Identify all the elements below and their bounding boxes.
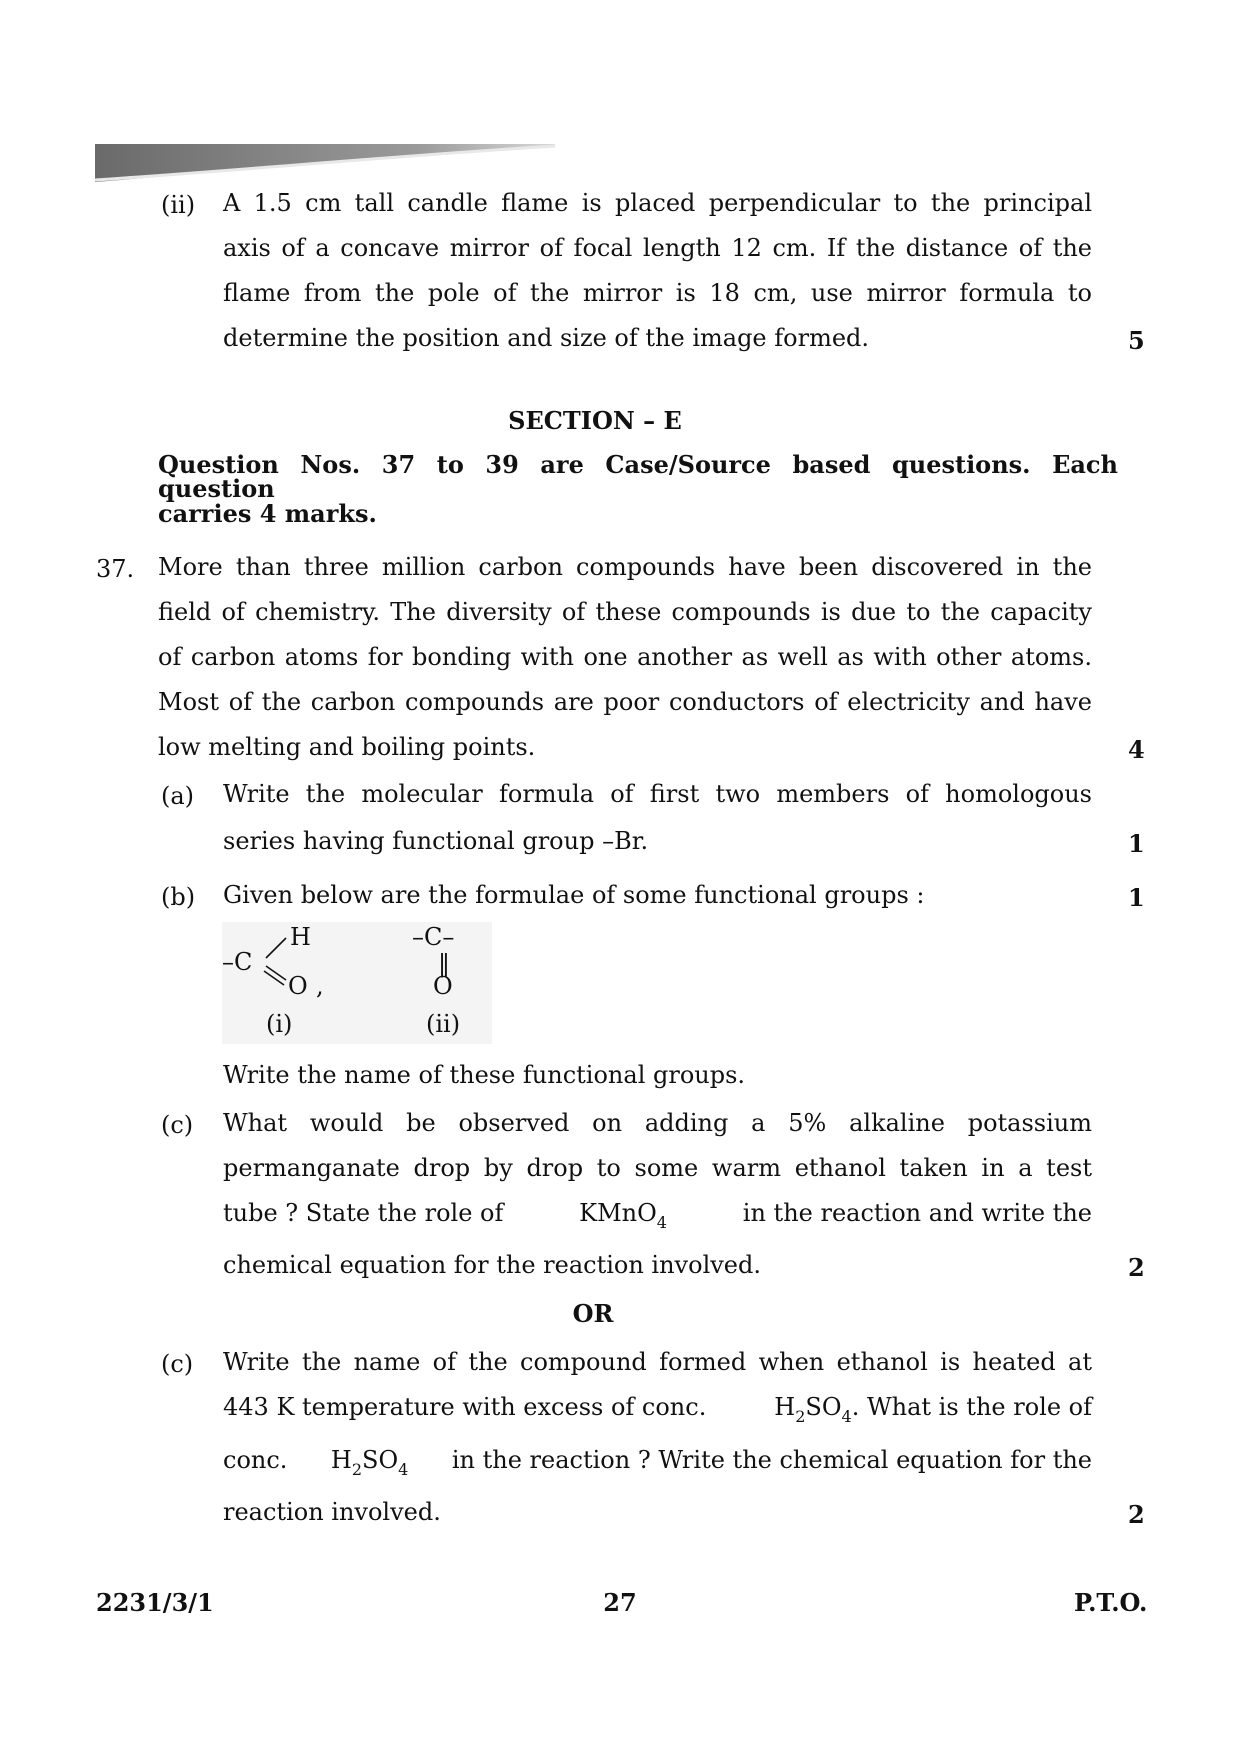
subscript: 2 xyxy=(351,1460,363,1479)
text-fragment: . What is the role of xyxy=(851,1393,1092,1421)
item-label: (c) xyxy=(161,1350,194,1378)
item-label: (a) xyxy=(161,782,195,810)
subscript: 4 xyxy=(841,1407,852,1426)
text-line: of carbon atoms for bonding with one another as well as with other atoms. xyxy=(158,643,1092,671)
formula-text: KMnO xyxy=(579,1199,657,1227)
text-fragment: in the reaction and write the xyxy=(742,1199,1092,1227)
item-label: (b) xyxy=(161,883,196,911)
subscript: 4 xyxy=(656,1213,667,1232)
atom-o: O xyxy=(433,972,453,1000)
functional-group-formulae xyxy=(222,922,492,1044)
chemical-formula xyxy=(774,1393,1092,1426)
subscript: 4 xyxy=(398,1460,409,1479)
formula-caption: (ii) xyxy=(426,1010,461,1038)
marks: 1 xyxy=(1128,829,1145,858)
or-separator: OR xyxy=(572,1299,614,1328)
text-line: chemical equation for the reaction involved. xyxy=(223,1251,761,1279)
text-line: A 1.5 cm tall candle flame is placed perpendicular to the principal xyxy=(223,189,1092,217)
text-fragment: tube ? State the role of xyxy=(223,1199,504,1227)
text-line: More than three million carbon compounds have been discovered in the xyxy=(158,553,1092,581)
text-line xyxy=(223,1199,1092,1232)
text-line: low melting and boiling points. xyxy=(158,733,536,761)
header-bar xyxy=(95,142,555,186)
text-line xyxy=(223,1446,1092,1479)
section-title: SECTION – E xyxy=(508,406,682,435)
text-fragment: in the reaction ? Write the chemical equation for the xyxy=(451,1446,1092,1474)
item-label: (c) xyxy=(161,1111,194,1139)
pto-note: P.T.O. xyxy=(1074,1588,1148,1617)
chemical-formula xyxy=(579,1199,667,1232)
section-instruction: Question Nos. 37 to 39 are Case/Source based questions. Each question xyxy=(158,450,1118,503)
formula-text: H xyxy=(330,1446,352,1474)
text-line: axis of a concave mirror of focal length 12 cm. If the distance of the xyxy=(223,234,1092,262)
page-number: 27 xyxy=(603,1588,637,1617)
formula-text: H xyxy=(774,1393,796,1421)
section-instruction: carries 4 marks. xyxy=(158,499,377,528)
marks: 2 xyxy=(1128,1500,1145,1529)
subscript: 2 xyxy=(795,1407,806,1426)
atom-o: O xyxy=(288,972,308,1000)
text-line: What would be observed on adding a 5% alkaline potassium xyxy=(223,1109,1092,1137)
text-line: permanganate drop by drop to some warm ethanol taken in a test xyxy=(223,1154,1092,1182)
atom-c: –C– xyxy=(412,923,455,951)
item-label: (ii) xyxy=(161,191,196,219)
marks: 5 xyxy=(1128,326,1145,355)
formula-caption: (i) xyxy=(266,1010,293,1038)
text-line: Write the molecular formula of first two members of homologous xyxy=(223,780,1092,808)
atom-c: –C xyxy=(222,948,253,976)
text-line: determine the position and size of the image formed. xyxy=(223,324,870,352)
formula-text: SO xyxy=(362,1446,399,1474)
text-line: flame from the pole of the mirror is 18 cm, use mirror formula to xyxy=(223,279,1092,307)
marks: 1 xyxy=(1128,883,1145,912)
text-line: field of chemistry. The diversity of these compounds is due to the capacity xyxy=(158,598,1092,626)
marks: 2 xyxy=(1128,1253,1145,1282)
atom-h: H xyxy=(290,923,311,951)
paper-code: 2231/3/1 xyxy=(96,1588,214,1617)
text-line: Most of the carbon compounds are poor conductors of electricity and have xyxy=(158,688,1092,716)
formula-text: SO xyxy=(805,1393,842,1421)
text-fragment: conc. xyxy=(223,1446,288,1474)
chemical-formula xyxy=(330,1446,409,1479)
comma: , xyxy=(316,972,324,1000)
text-line xyxy=(223,1393,1092,1426)
text-line: Write the name of the compound formed when ethanol is heated at xyxy=(223,1348,1092,1376)
text-line: Given below are the formulae of some functional groups : xyxy=(223,881,925,909)
text-line: reaction involved. xyxy=(223,1498,441,1526)
text-fragment: 443 K temperature with excess of conc. xyxy=(223,1393,707,1421)
text-line: Write the name of these functional groups. xyxy=(223,1061,746,1089)
double-bond: ‖ xyxy=(438,950,450,978)
question-number: 37. xyxy=(96,555,135,583)
marks: 4 xyxy=(1128,735,1145,764)
text-line: series having functional group –Br. xyxy=(223,827,649,855)
